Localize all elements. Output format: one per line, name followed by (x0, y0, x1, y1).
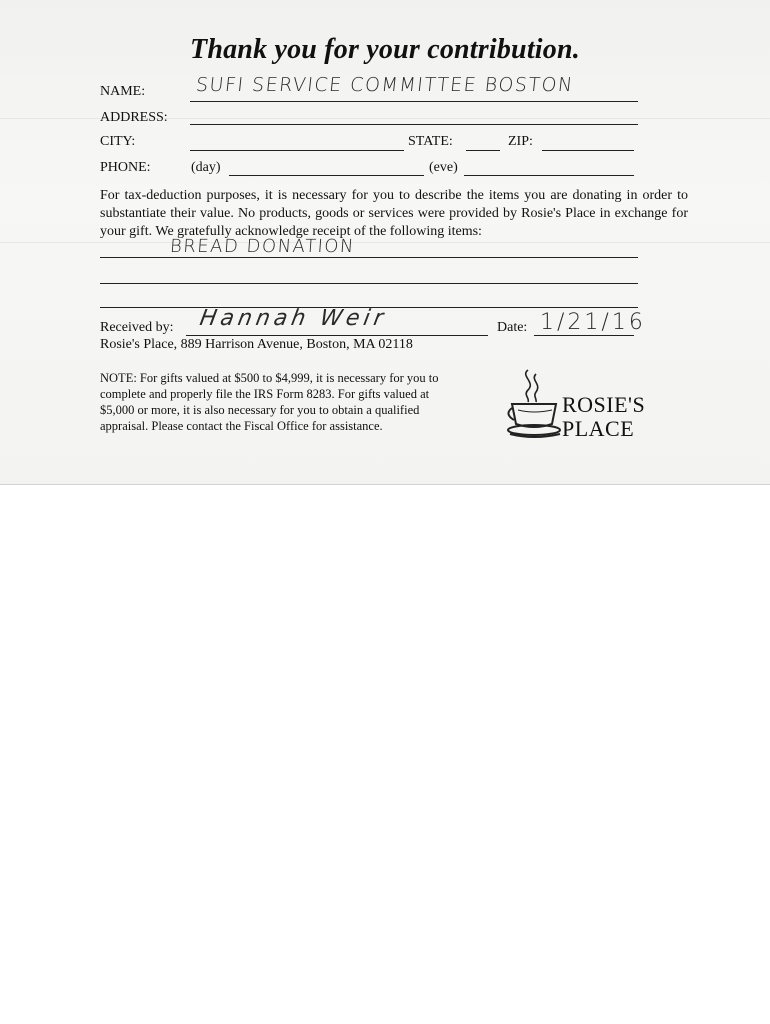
received-by-label: Received by: (100, 320, 174, 335)
item-line-2 (100, 283, 638, 284)
city-line (190, 150, 404, 151)
name-label: NAME: (100, 84, 146, 99)
organization-address: Rosie's Place, 889 Harrison Avenue, Boston, MA 02118 (100, 337, 413, 352)
phone-eve-label: (eve) (429, 160, 458, 175)
logo-line-1: ROSIE'S (562, 392, 646, 417)
date-line (534, 335, 634, 336)
paper-crease (0, 242, 770, 243)
phone-label: PHONE: (100, 160, 151, 175)
phone-day-label: (day) (191, 160, 221, 175)
signature: Hannah Weir (197, 306, 389, 331)
state-line (466, 150, 500, 151)
form-title: Thank you for your contribution. (190, 34, 580, 65)
item-line-1 (100, 257, 638, 258)
item-value: BREAD DONATION (169, 236, 356, 257)
date-label: Date: (497, 320, 528, 335)
instructions-text: For tax-deduction purposes, it is necessary for you to describe the items you are donating in order to substantiate their value. No products, goods or services were provided by Rosie's Place in exchange for your gift. We gratefully acknowledge receipt of the following items: (100, 188, 688, 239)
note-text: NOTE: For gifts valued at $500 to $4,999, it is necessary for you to complete and properly file the IRS Form 8283. For gifts valued at $5,000 or more, it is also necessary for you to obtain a qualified appraisal. Please contact the Fiscal Office for assistance. (100, 371, 439, 433)
address-line (190, 124, 638, 125)
address-label: ADDRESS: (100, 110, 168, 125)
phone-eve-line (464, 175, 634, 176)
donation-receipt-form (0, 0, 770, 485)
phone-day-line (229, 175, 424, 176)
city-label: CITY: (100, 134, 136, 149)
name-value: SUFI SERVICE COMMITTEE BOSTON (194, 74, 575, 96)
name-line (190, 101, 638, 102)
state-label: STATE: (408, 134, 453, 149)
logo-line-2: PLACE (562, 416, 635, 441)
coffee-cup-icon (506, 366, 562, 442)
date-value: 1/21/16 (540, 310, 646, 335)
zip-line (542, 150, 634, 151)
received-by-line (186, 335, 488, 336)
zip-label: ZIP: (508, 134, 533, 149)
